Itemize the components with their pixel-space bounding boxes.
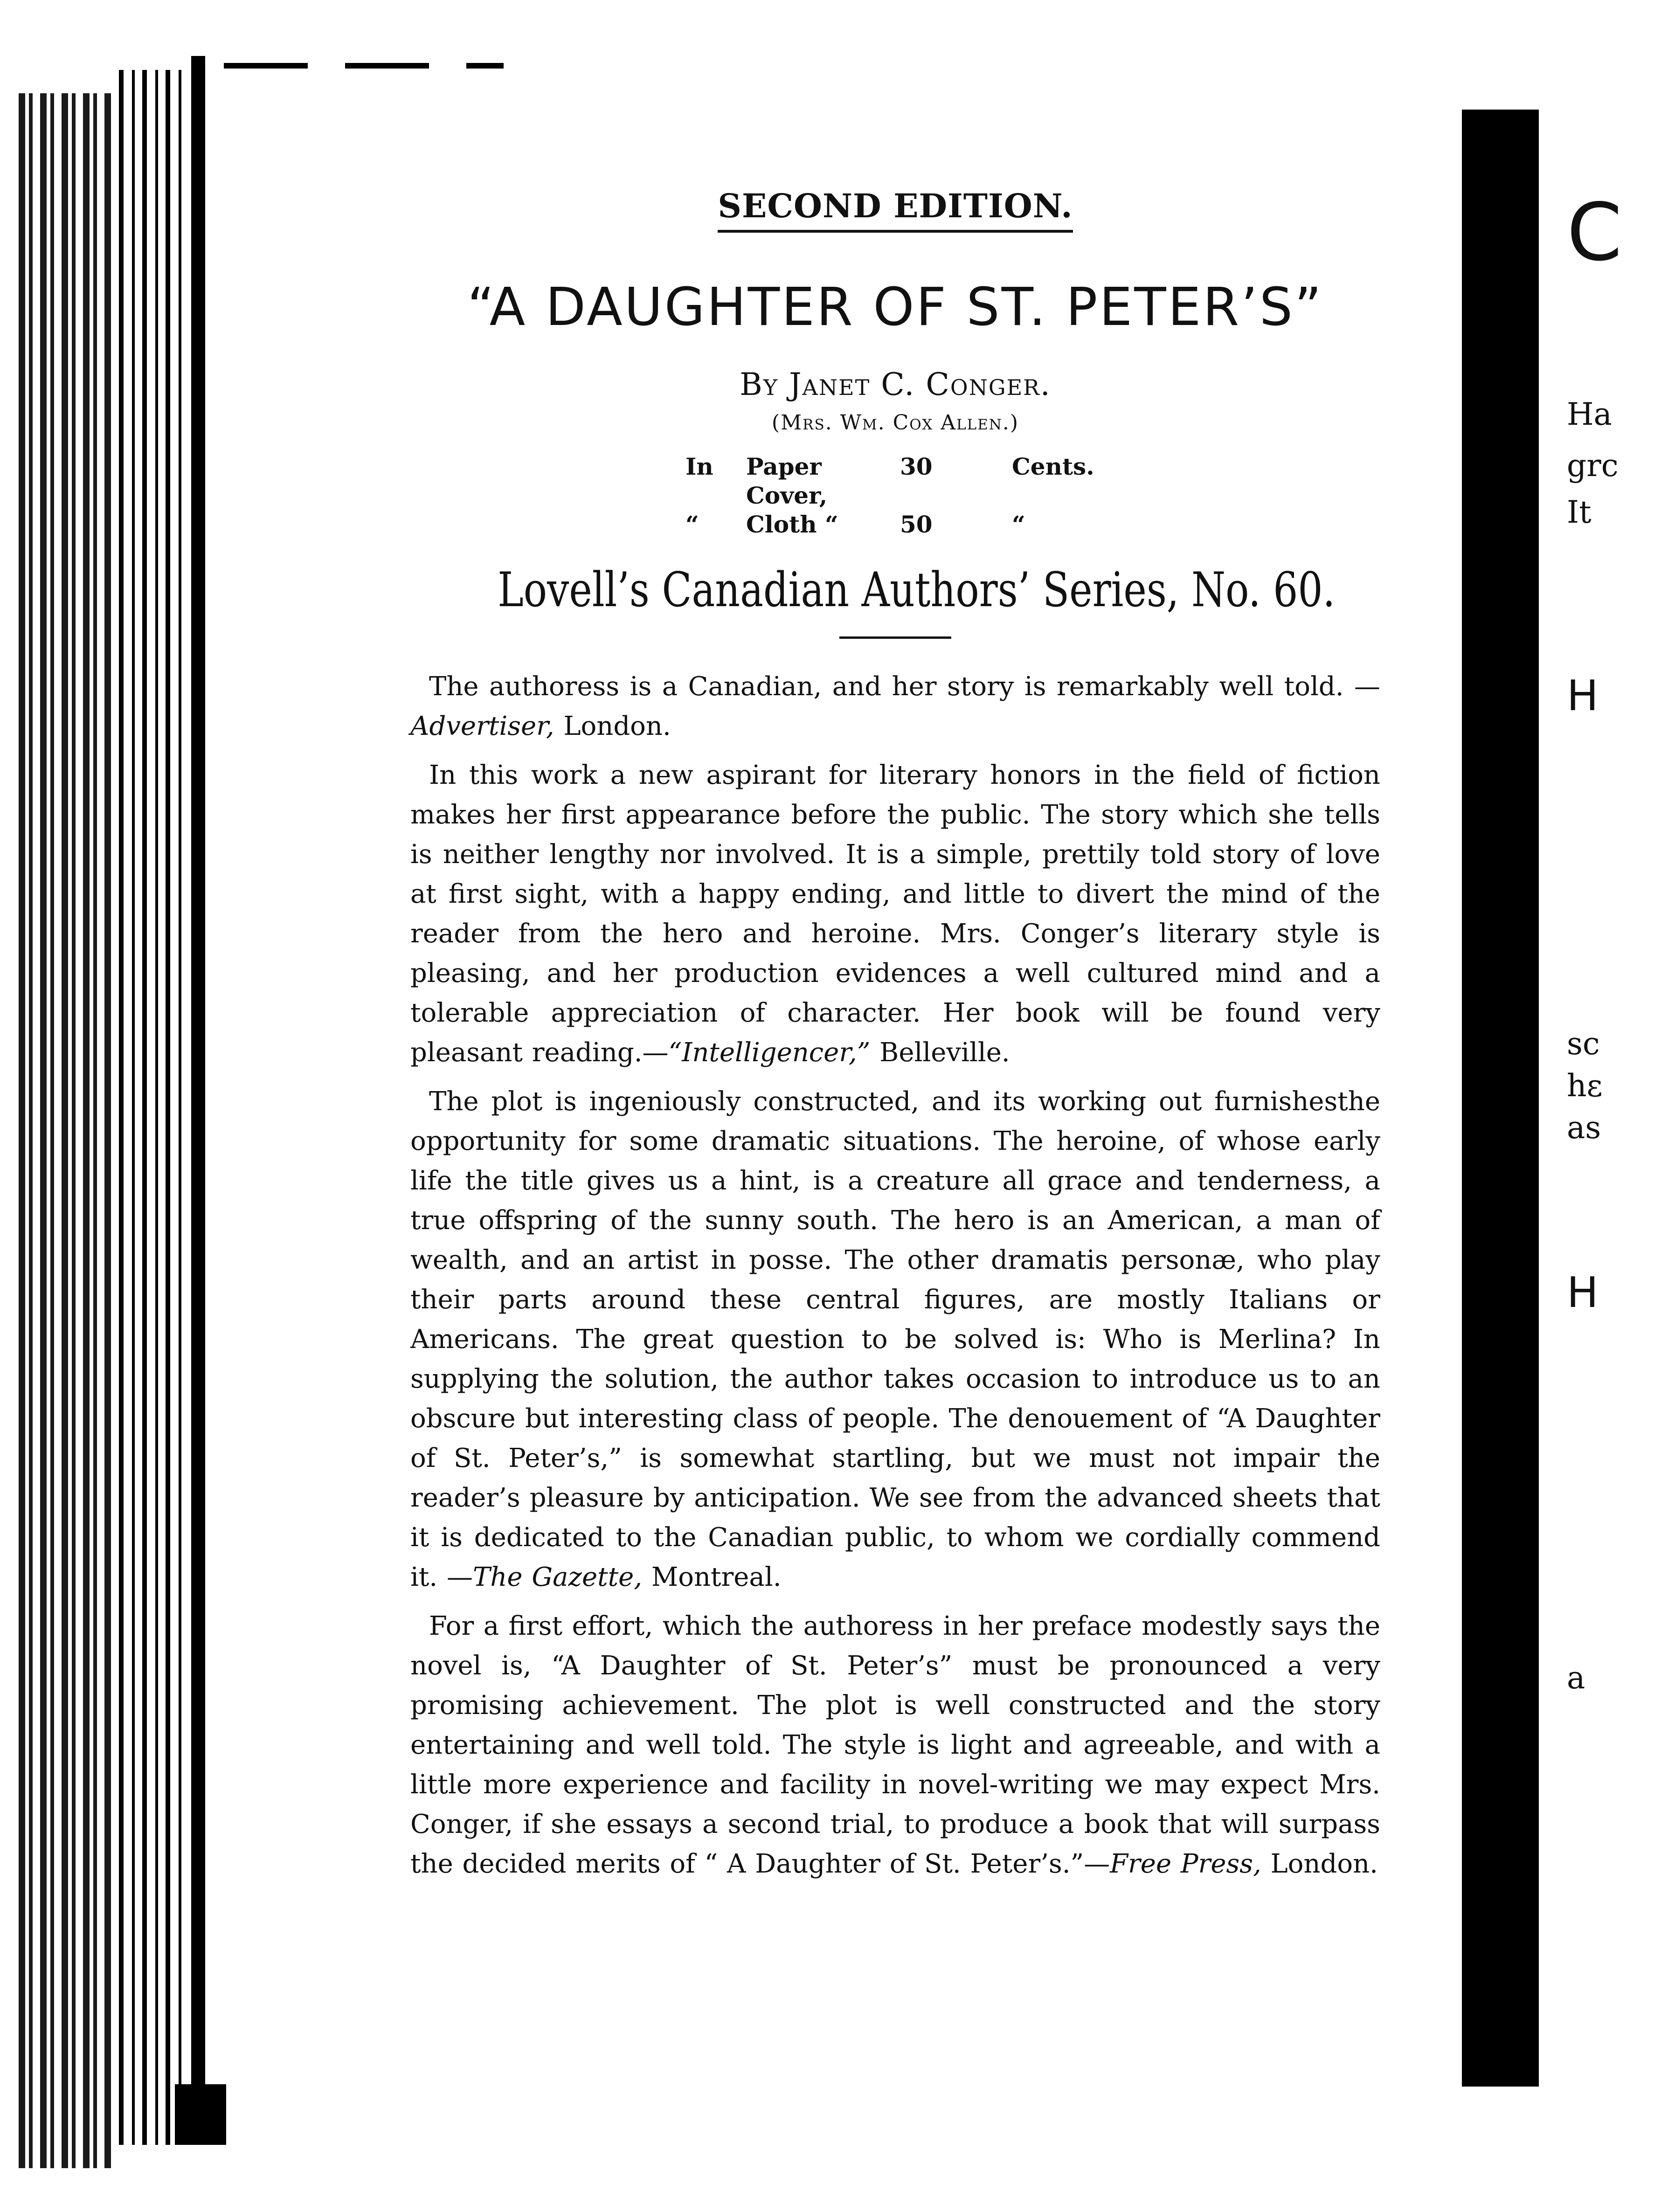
page-gutter-strip xyxy=(1462,110,1539,2087)
review-text: In this work a new aspirant for literary honors in the field of fiction makes her first appearance before the public. The story which she tells is neither lengthy nor involved. It is a simple, prettily told story of love at first sight, with a happy ending, and little to divert the mind of the reader from the hero and heroine. Mrs. Conger’s literary style is pleasing, and her production evidences a well cultured mind and a tolerable appreciation of character. Her book will be found very pleasant reading.— xyxy=(410,760,1380,1068)
author-line: By Janet C. Conger. xyxy=(740,366,1051,402)
price-unit: Cents. xyxy=(1012,453,1094,480)
review-source: The Gazette, xyxy=(473,1562,643,1592)
facing-page-word: as xyxy=(1567,1110,1601,1146)
facing-page-word: a xyxy=(1567,1660,1585,1696)
review-text: For a first effort, which the authoress in her preface modestly says the novel is, “A Daughter of St. Peter’s” must be pronounced a very promising achievement. The plot is well constructed and the story entertaining and well told. The style is light and agreeable, and with a little more experience and facility in novel-writing we may expect Mrs. Conger, if she essays a second trial, to produce a book that will surpass the decided merits of “ A Daughter of St. Peter’s.”— xyxy=(410,1611,1380,1879)
review-paragraph xyxy=(410,667,1380,746)
edition-heading xyxy=(410,187,1380,233)
edition-heading-text: SECOND EDITION. xyxy=(718,187,1073,233)
facing-page-fragment xyxy=(1557,0,1661,2212)
facing-page-line: Ha xyxy=(1567,396,1612,432)
book-title: “A DAUGHTER OF ST. PETER’S” xyxy=(467,277,1323,338)
price-unit: “ xyxy=(1012,511,1025,538)
facing-page-word: sc xyxy=(1567,1026,1600,1062)
price-prefix: “ xyxy=(685,511,699,538)
facing-page-letter: H xyxy=(1567,671,1599,720)
facing-page-big-letter: C xyxy=(1567,187,1622,279)
review-text: The plot is ingeniously constructed, and its working out furnishesthe opportunity for some dramatic situations. The heroine, of whose early life the title gives us a hint, is a creature all grace and tenderness, a true offspring of the sunny south. The hero is an American, a man of wealth, and an artist in posse. The other dramatis personæ, who play their parts around these central figures, are mostly Italians or Americans. The great question to be solved is: Who is Merlina? In supplying the solution, the author takes occasion to introduce us to an obscure but interesting class of people. The denouement of “A Daughter of St. Peter’s,” is somewhat startling, but we must not impair the reader’s pleasure by anticipation. We see from the advanced sheets that it is dedicated to the Canadian public, to whom we cordially commend it. — xyxy=(410,1086,1380,1592)
price-amount: 50 xyxy=(900,511,933,538)
advertisement-page xyxy=(410,187,1380,1893)
facing-page-line: grc xyxy=(1567,448,1619,484)
price-row xyxy=(685,452,1105,510)
facing-page-word: hε xyxy=(1567,1068,1603,1104)
binding-edge-shadow xyxy=(19,93,112,2168)
price-prefix: In xyxy=(685,453,713,480)
price-binding: Cloth “ xyxy=(746,511,838,538)
binding-edge-lines xyxy=(119,70,184,2145)
facing-page-line: It xyxy=(1567,494,1592,530)
review-place: London. xyxy=(554,711,671,741)
review-paragraph xyxy=(410,1082,1380,1597)
price-row xyxy=(685,510,1105,539)
review-paragraph xyxy=(410,755,1380,1072)
review-place: Belleville. xyxy=(870,1037,1010,1068)
facing-page-letter: H xyxy=(1567,1268,1599,1317)
author-alias: (Mrs. Wm. Cox Allen.) xyxy=(771,411,1019,435)
review-list xyxy=(410,667,1380,1884)
divider-rule xyxy=(839,636,951,639)
review-source: Advertiser, xyxy=(410,711,554,741)
price-binding: Paper Cover, xyxy=(746,453,828,509)
scan-corner-mark xyxy=(175,2084,226,2145)
price-amount: 30 xyxy=(900,453,933,480)
scan-top-dashes xyxy=(224,63,504,69)
review-place: Montreal. xyxy=(642,1562,782,1592)
review-place: London. xyxy=(1261,1849,1378,1879)
review-text: The authoress is a Canadian, and her story is remarkably well told. — xyxy=(429,671,1380,702)
series-title: Lovell’s Canadian Authors’ Series, No. 60. xyxy=(498,562,1336,618)
price-list xyxy=(685,452,1105,539)
review-source: “Intelligencer,” xyxy=(668,1037,871,1068)
binding-edge-border xyxy=(191,56,205,2131)
review-source: Free Press, xyxy=(1110,1849,1261,1879)
review-paragraph xyxy=(410,1606,1380,1884)
